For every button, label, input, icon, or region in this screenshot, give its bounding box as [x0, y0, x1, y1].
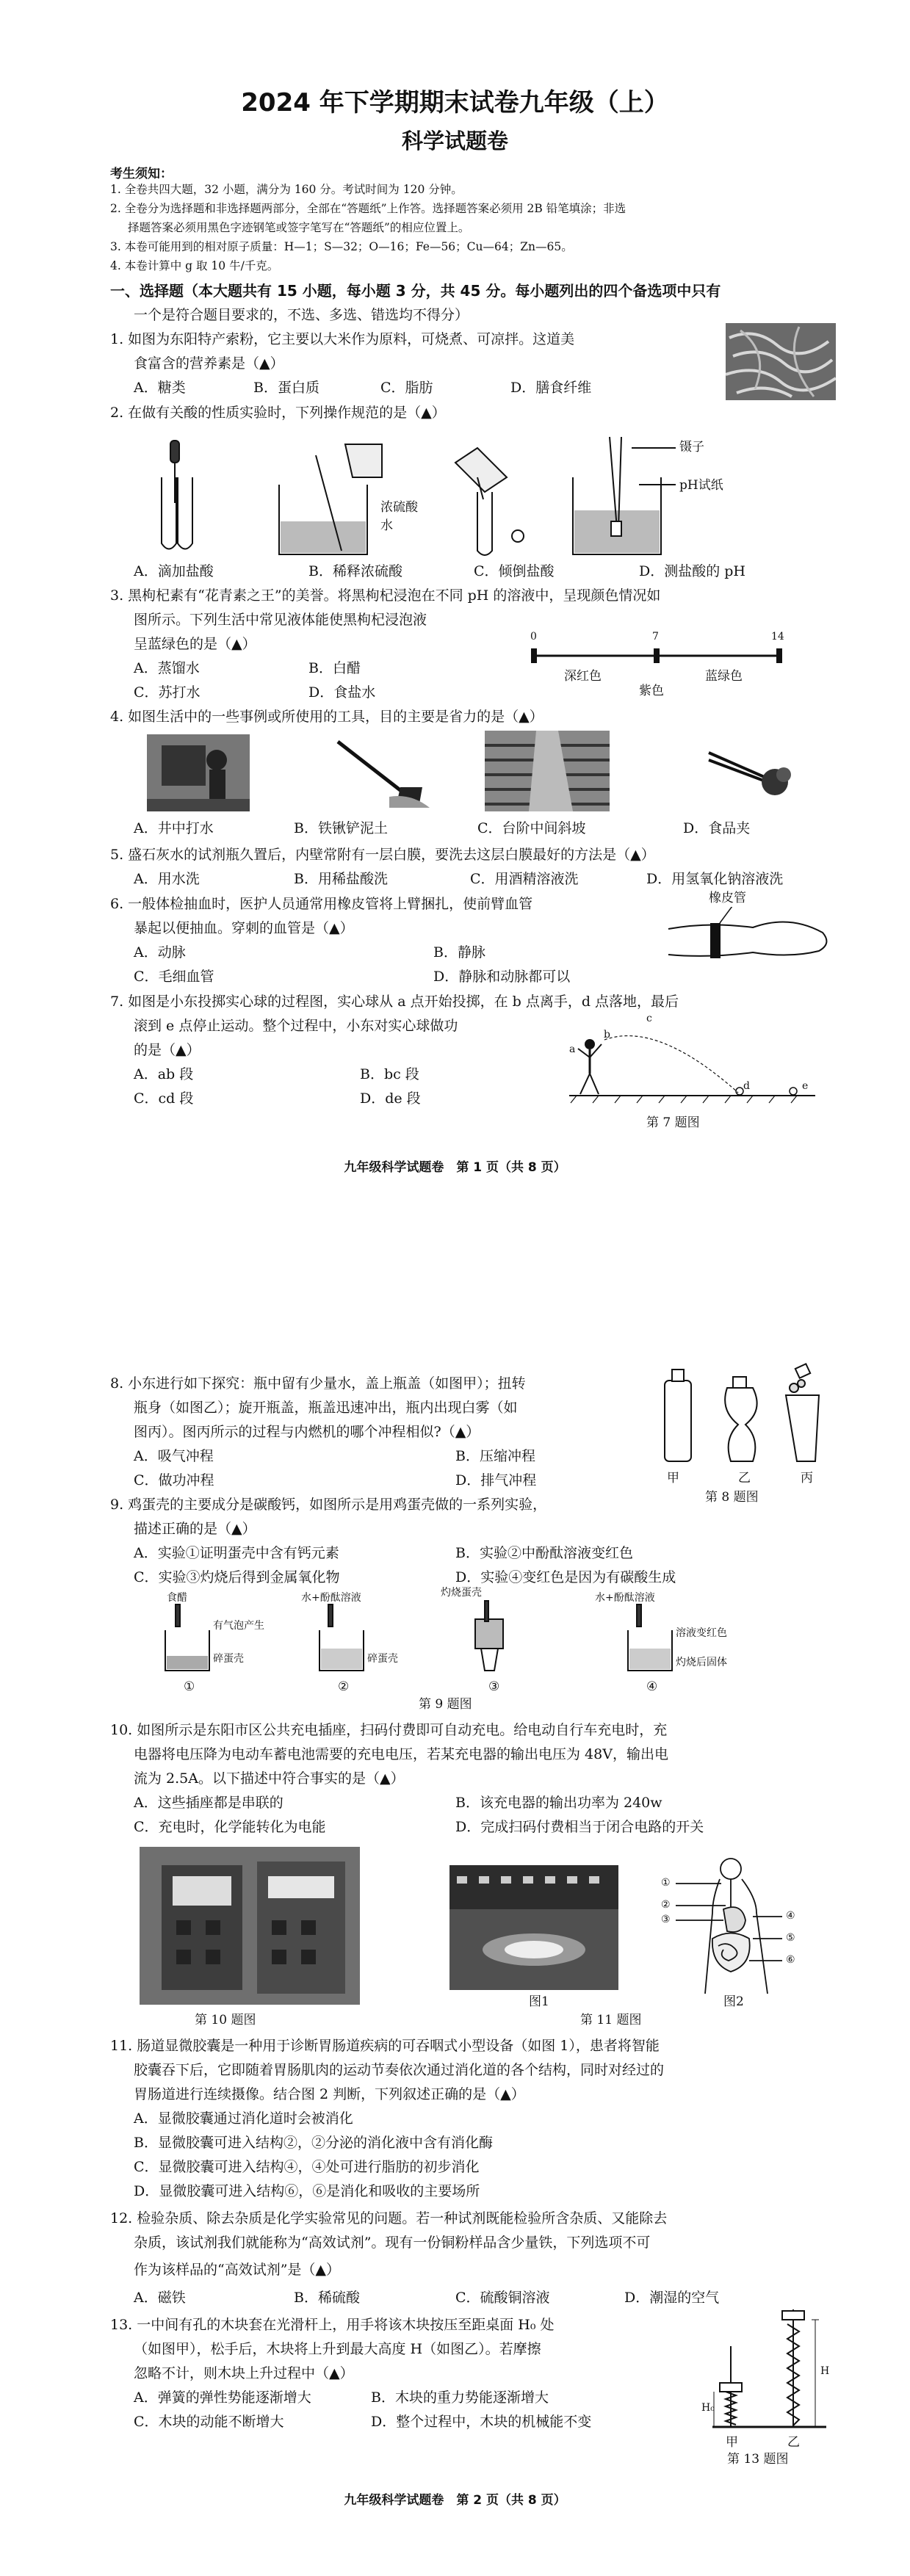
q4-option-d: D．食品夹 — [683, 820, 751, 836]
q7-line3: 的是（▲） — [134, 1042, 201, 1058]
q8-option-c: C．做功冲程 — [134, 1472, 214, 1488]
q13-option-b: B．木块的重力势能逐渐增大 — [371, 2389, 549, 2406]
q2-option-d: D．测盐酸的 pH — [639, 563, 746, 579]
q13-line1: 13. 一中间有孔的木块套在光滑杆上，用手将该木块按压至距桌面 H₀ 处 — [110, 2317, 555, 2333]
q6-option-c: C．毛细血管 — [134, 969, 214, 985]
q6-arm-figure — [665, 907, 834, 977]
q3-option-b: B．白醋 — [308, 660, 361, 676]
q13-label-jia: 甲 — [726, 2435, 738, 2450]
q11-num-5: ⑤ — [786, 1932, 795, 1944]
q3-ph-scale — [518, 645, 797, 667]
q13-line3: 忽略不计，则木块上升过程中（▲） — [134, 2365, 354, 2381]
q7-option-d: D．de 段 — [360, 1090, 421, 1107]
q3-tick-14: 14 — [771, 631, 784, 643]
q7-caption: 第 7 题图 — [646, 1115, 700, 1130]
q4-photo-food-clip — [701, 738, 797, 808]
q7-option-a: A．ab 段 — [134, 1066, 194, 1082]
q9-experiment-figures — [158, 1597, 760, 1678]
notice-heading: 考生须知： — [110, 167, 173, 181]
q1-option-d: D．膳食纤维 — [510, 380, 592, 396]
notice-2: 2. 全卷分为选择题和非选择题两部分，全部在“答题纸”上作答。选择题答案必须用 2B 铅笔填涂；非选 — [110, 202, 626, 215]
q11-num-2: ② — [661, 1899, 671, 1911]
q11-num-6: ⑥ — [786, 1954, 795, 1966]
q3-option-d: D．食盐水 — [308, 684, 376, 701]
q4-photo-stairs — [485, 731, 610, 811]
q10-line1: 10. 如图所示是东阳市区公共充电插座，扫码付费即可自动充电。给电动自行车充电时，充 — [110, 1722, 668, 1738]
q3-tick-7: 7 — [652, 631, 659, 643]
q9-num-2: ② — [338, 1679, 350, 1694]
q9-caption: 第 9 题图 — [419, 1697, 472, 1712]
q9-label-burn-shell: 灼烧蛋壳 — [441, 1587, 482, 1599]
q3-tick-0: 0 — [530, 631, 537, 643]
q3-option-a: A．蒸馏水 — [134, 660, 200, 676]
q13-spring-figure — [705, 2302, 830, 2438]
q10-option-b: B．该充电器的输出功率为 240w — [455, 1795, 662, 1811]
q9-option-b: B．实验②中酚酞溶液变红色 — [455, 1545, 633, 1561]
q1-line2: 食富含的营养素是（▲） — [134, 355, 284, 372]
exam-page-2 — [0, 1329, 910, 2576]
q12-option-b: B．稀硫酸 — [294, 2290, 360, 2306]
q9-label-shell2: 碎蛋壳 — [367, 1653, 398, 1665]
q6-option-b: B．静脉 — [433, 944, 485, 960]
q13-label-h: H — [820, 2365, 830, 2377]
q9-label-shell1: 碎蛋壳 — [213, 1653, 244, 1665]
q1-option-b: B．蛋白质 — [253, 380, 319, 396]
q11-line1: 11. 肠道显微胶囊是一种用于诊断胃肠道疾病的可吞咽式小型设备（如图 1），患者将智能 — [110, 2038, 660, 2054]
q8-option-a: A．吸气冲程 — [134, 1448, 214, 1464]
q8-line1: 8. 小东进行如下探究：瓶中留有少量水，盖上瓶盖（如图甲）；扭转 — [110, 1375, 526, 1392]
q7-point-d: d — [743, 1080, 750, 1092]
q3-label-blue-green: 蓝绿色 — [705, 669, 743, 684]
q8-label-yi: 乙 — [738, 1471, 751, 1486]
q3-label-deep-red: 深红色 — [564, 669, 602, 684]
q6-option-a: A．动脉 — [134, 944, 186, 960]
q11-option-d: D．显微胶囊可进入结构⑥，⑥是消化和吸收的主要场所 — [134, 2183, 480, 2199]
q1-noodle-photo — [726, 323, 836, 400]
q11-num-1: ① — [661, 1877, 671, 1889]
q13-label-h0: H₀ — [701, 2402, 715, 2414]
q2-label-conc-acid: 浓硫酸 — [380, 500, 418, 515]
notice-2-cont: 择题答案必须用黑色字迹钢笔或签字笔写在“答题纸”的相应位置上。 — [128, 221, 470, 234]
q3-line1: 3. 黑枸杞素有“花青素之王”的美誉。将黑枸杞浸泡在不同 pH 的溶液中，呈现颜色情况如 — [110, 587, 661, 604]
q13-option-c: C．木块的动能不断增大 — [134, 2414, 284, 2430]
q11-option-a: A．显微胶囊通过消化道时会被消化 — [134, 2110, 353, 2127]
q10-option-c: C．充电时，化学能转化为电能 — [134, 1819, 326, 1835]
q12-option-a: A．磁铁 — [134, 2290, 186, 2306]
q11-caption: 第 11 题图 — [580, 2013, 642, 2027]
q9-label-bubbles: 有气泡产生 — [213, 1620, 264, 1632]
q7-point-b: b — [604, 1029, 610, 1041]
q8-bottle-figure — [650, 1358, 834, 1469]
q2-option-b: B．稀释浓硫酸 — [308, 563, 402, 579]
q5-line: 5. 盛石灰水的试剂瓶久置后，内壁常附有一层白膜，要洗去这层白膜最好的方法是（▲） — [110, 847, 655, 863]
q5-option-d: D．用氢氧化钠溶液洗 — [646, 871, 784, 887]
q10-option-d: D．完成扫码付费相当于闭合电路的开关 — [455, 1819, 704, 1835]
q2-label-tweezer: 镊子 — [679, 440, 704, 455]
q4-photo-well — [147, 734, 250, 811]
section1-line2: 一个是符合题目要求的，不选、多选、错选均不得分） — [134, 307, 469, 323]
q13-option-d: D．整个过程中，木块的机械能不变 — [371, 2414, 592, 2430]
q2-apparatus-figures — [132, 433, 837, 558]
q3-option-c: C．苏打水 — [134, 684, 201, 701]
notice-4: 4. 本卷计算中 g 取 10 牛/千克。 — [110, 259, 279, 272]
q3-line2: 图所示。下列生活中常见液体能使黑枸杞浸泡液 — [134, 612, 427, 628]
q9-num-4: ④ — [646, 1679, 658, 1694]
q11-capsule-photo — [449, 1865, 618, 1990]
q11-fig1-label: 图1 — [529, 1994, 549, 2009]
q5-option-c: C．用酒精溶液洗 — [470, 871, 579, 887]
q8-caption: 第 8 题图 — [705, 1490, 759, 1505]
q6-label-tube: 橡皮管 — [709, 891, 746, 905]
q12-line2: 杂质，该试剂我们就能称为“高效试剂”。现有一份铜粉样品含少量铁，下列选项不可 — [134, 2235, 651, 2251]
q1-option-c: C．脂肪 — [380, 380, 433, 396]
q2-label-ph-paper: pH试纸 — [679, 478, 723, 493]
q10-charger-photo — [140, 1847, 360, 2005]
q9-option-c: C．实验③灼烧后得到金属氧化物 — [134, 1569, 340, 1585]
q4-option-c: C．台阶中间斜坡 — [477, 820, 586, 836]
exam-page-1 — [0, 0, 910, 1204]
q9-num-3: ③ — [488, 1679, 500, 1694]
q8-option-b: B．压缩冲程 — [455, 1448, 535, 1464]
q7-point-c: c — [646, 1013, 652, 1024]
q4-line: 4. 如图生活中的一些事例或所使用的工具，目的主要是省力的是（▲） — [110, 709, 544, 725]
q9-num-1: ① — [184, 1679, 195, 1694]
q7-line1: 7. 如图是小东投掷实心球的过程图，实心球从 a 点开始投掷，在 b 点离手，d 点落地，最后 — [110, 994, 679, 1010]
q11-option-c: C．显微胶囊可进入结构④，④处可进行脂肪的初步消化 — [134, 2159, 480, 2175]
q4-photo-shovel — [323, 734, 433, 811]
page-gap — [0, 1204, 910, 1329]
q8-line3: 图丙）。图丙所示的过程与内燃机的哪个冲程相似?（▲） — [134, 1424, 480, 1440]
q6-line2: 暴起以便抽血。穿刺的血管是（▲） — [134, 920, 354, 936]
q10-line3: 流为 2.5A。以下描述中符合事实的是（▲） — [134, 1770, 405, 1787]
q6-line1: 6. 一般体检抽血时，医护人员通常用橡皮管将上臂捆扎，使前臂血管 — [110, 896, 533, 912]
q9-line2: 描述正确的是（▲） — [134, 1521, 256, 1537]
q11-num-3: ③ — [661, 1914, 671, 1925]
page2-footer: 九年级科学试题卷 第 2 页（共 8 页） — [344, 2493, 566, 2508]
q2-option-c: C．倾倒盐酸 — [474, 563, 555, 579]
q9-label-turned-red: 溶液变红色 — [676, 1627, 727, 1639]
q11-digestive-diagram — [661, 1854, 808, 2001]
q9-label-vinegar: 食醋 — [167, 1592, 187, 1604]
q6-option-d: D．静脉和动脉都可以 — [433, 969, 571, 985]
q7-point-a: a — [569, 1043, 576, 1055]
q7-line2: 滚到 e 点停止运动。整个过程中，小东对实心球做功 — [134, 1018, 458, 1034]
q11-line2: 胶囊吞下后，它即随着胃肠肌肉的运动节奏依次通过消化道的各个结构，同时对经过的 — [134, 2062, 665, 2078]
q13-label-yi: 乙 — [787, 2435, 800, 2450]
q9-label-burnt-solid: 灼烧后固体 — [676, 1657, 727, 1668]
q9-option-a: A．实验①证明蛋壳中含有钙元素 — [134, 1545, 339, 1561]
q13-option-a: A．弹簧的弹性势能逐渐增大 — [134, 2389, 311, 2406]
q9-label-water-phenol2: 水+酚酞溶液 — [595, 1592, 655, 1604]
q12-line1: 12. 检验杂质、除去杂质是化学实验常见的问题。若一种试剂既能检验所含杂质、又能除去 — [110, 2210, 668, 2226]
exam-title: 2024 年下学期期末试卷九年级（上） — [241, 88, 669, 117]
q7-option-c: C．cd 段 — [134, 1090, 194, 1107]
section1-line1: 一、选择题（本大题共有 15 小题，每小题 3 分，共 45 分。每小题列出的四个备选项中只有 — [110, 282, 721, 300]
q8-line2: 瓶身（如图乙）；旋开瓶盖，瓶盖迅速冲出，瓶内出现白雾（如 — [134, 1400, 518, 1416]
q11-num-4: ④ — [786, 1910, 795, 1922]
q7-point-e: e — [802, 1080, 809, 1092]
q5-option-b: B．用稀盐酸洗 — [294, 871, 388, 887]
q10-option-a: A．这些插座都是串联的 — [134, 1795, 284, 1811]
q3-line3: 呈蓝绿色的是（▲） — [134, 636, 256, 652]
q12-option-d: D．潮湿的空气 — [624, 2290, 720, 2306]
q4-option-a: A．井中打水 — [134, 820, 214, 836]
q13-line2: （如图甲），松手后，木块将上升到最大高度 H（如图乙）。若摩擦 — [134, 2341, 541, 2357]
q10-caption: 第 10 题图 — [195, 2013, 256, 2027]
q5-option-a: A．用水洗 — [134, 871, 200, 887]
q3-label-purple: 紫色 — [639, 684, 664, 698]
q9-line1: 9. 鸡蛋壳的主要成分是碳酸钙，如图所示是用鸡蛋壳做的一系列实验， — [110, 1497, 547, 1513]
page1-footer: 九年级科学试题卷 第 1 页（共 8 页） — [344, 1160, 566, 1175]
exam-subtitle: 科学试题卷 — [401, 129, 508, 153]
q12-line3: 作为该样品的“高效试剂”是（▲） — [134, 2262, 341, 2278]
notice-3: 3. 本卷可能用到的相对原子质量：H—1；S—32；O—16；Fe—56；Cu—64；Zn—65。 — [110, 240, 573, 253]
q9-label-water-phenol1: 水+酚酞溶液 — [301, 1592, 361, 1604]
q4-option-b: B．铁锹铲泥土 — [294, 820, 388, 836]
q7-option-b: B．bc 段 — [360, 1066, 419, 1082]
q1-option-a: A．糖类 — [134, 380, 186, 396]
q8-option-d: D．排气冲程 — [455, 1472, 537, 1488]
q9-option-d: D．实验④变红色是因为有碳酸生成 — [455, 1569, 676, 1585]
q1-line1: 1. 如图为东阳特产索粉，它主要以大米作为原料，可烧煮、可凉拌。这道美 — [110, 331, 575, 347]
q2-option-a: A．滴加盐酸 — [134, 563, 214, 579]
q8-label-bing: 丙 — [801, 1471, 813, 1486]
q2-line: 2. 在做有关酸的性质实验时，下列操作规范的是（▲） — [110, 405, 446, 421]
q12-option-c: C．硫酸铜溶液 — [455, 2290, 550, 2306]
q2-label-water: 水 — [380, 518, 393, 533]
q10-line2: 电器将电压降为电动车蓄电池需要的充电电压，若某充电器的输出电压为 48V，输出电 — [134, 1746, 668, 1762]
q13-caption: 第 13 题图 — [727, 2452, 789, 2467]
q8-label-jia: 甲 — [667, 1471, 679, 1486]
q11-option-b: B．显微胶囊可进入结构②，②分泌的消化液中含有消化酶 — [134, 2135, 493, 2151]
q11-line3: 胃肠道进行连续摄像。结合图 2 判断，下列叙述正确的是（▲） — [134, 2086, 525, 2102]
notice-1: 1. 全卷共四大题，32 小题，满分为 160 分。考试时间为 120 分钟。 — [110, 183, 463, 196]
q11-fig2-label: 图2 — [723, 1994, 744, 2009]
